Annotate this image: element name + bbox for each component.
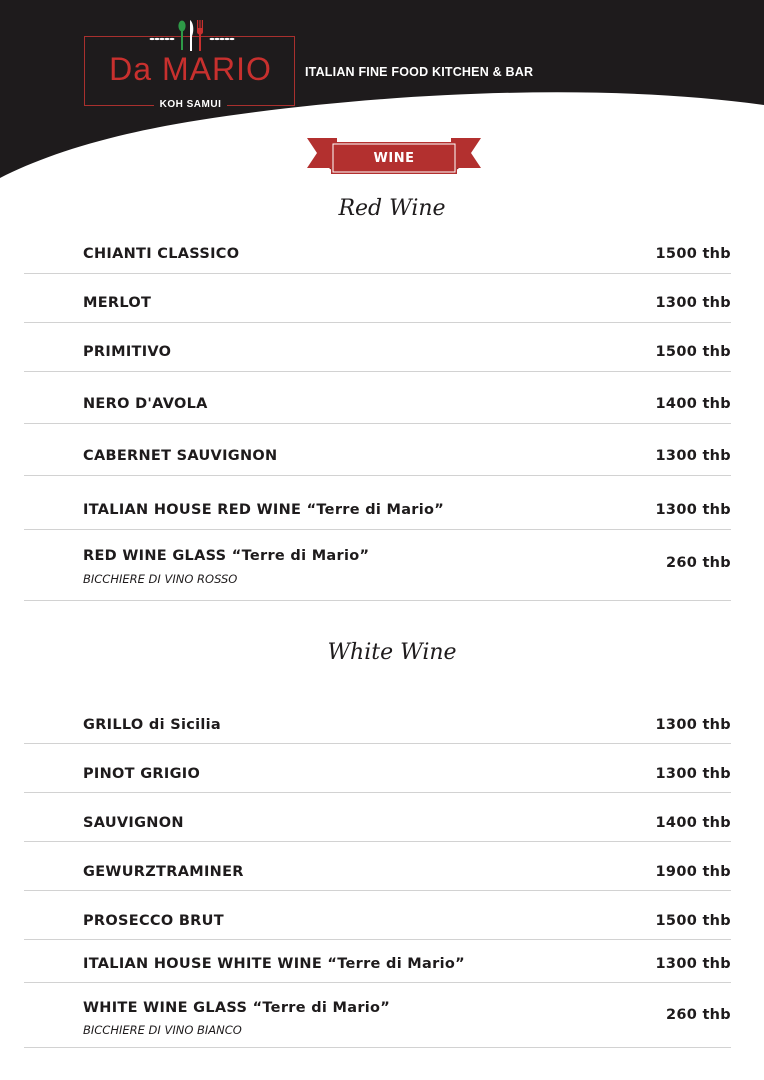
section-title-white-wine: White Wine bbox=[327, 640, 457, 665]
wine-name: WHITE WINE GLASS “Terre di Mario” bbox=[83, 1000, 391, 1016]
list-item bbox=[24, 274, 731, 323]
wine-price: 1300 thb bbox=[655, 766, 731, 782]
list-item bbox=[24, 940, 731, 983]
list-item bbox=[24, 704, 731, 744]
brand-name: Da MARIO bbox=[109, 51, 272, 87]
wine-price: 1500 thb bbox=[655, 913, 731, 929]
wine-name: NERO D'AVOLA bbox=[83, 396, 208, 412]
list-item bbox=[24, 842, 731, 891]
fork-spoon-knife-wheat-icon bbox=[148, 19, 236, 53]
list-item bbox=[24, 323, 731, 372]
brand-tagline: ITALIAN FINE FOOD KITCHEN & BAR bbox=[305, 65, 534, 79]
list-item bbox=[24, 793, 731, 842]
wine-price: 1300 thb bbox=[655, 448, 731, 464]
list-item bbox=[24, 530, 731, 601]
wine-name: ITALIAN HOUSE WHITE WINE “Terre di Mario” bbox=[83, 956, 465, 972]
wine-price: 1300 thb bbox=[655, 717, 731, 733]
wine-name: CHIANTI CLASSICO bbox=[83, 246, 240, 262]
wine-name: RED WINE GLASS “Terre di Mario” bbox=[83, 548, 370, 564]
wine-name: PINOT GRIGIO bbox=[83, 766, 201, 782]
wine-price: 1400 thb bbox=[655, 815, 731, 831]
wine-price: 1500 thb bbox=[655, 246, 731, 262]
list-item bbox=[24, 476, 731, 530]
wine-price: 1900 thb bbox=[655, 864, 731, 880]
wine-price: 1300 thb bbox=[655, 956, 731, 972]
wine-price: 1400 thb bbox=[655, 396, 731, 412]
brand-location: KOH SAMUI bbox=[154, 99, 228, 110]
category-label: WINE bbox=[373, 151, 415, 166]
wine-subtitle: BICCHIERE DI VINO ROSSO bbox=[83, 572, 238, 586]
list-item bbox=[24, 424, 731, 476]
wine-price: 1300 thb bbox=[655, 502, 731, 518]
section-title-red-wine: Red Wine bbox=[338, 196, 446, 221]
list-item bbox=[24, 983, 731, 1048]
wine-name: ITALIAN HOUSE RED WINE “Terre di Mario” bbox=[83, 502, 445, 518]
list-item bbox=[24, 744, 731, 793]
wine-subtitle: BICCHIERE DI VINO BIANCO bbox=[83, 1023, 242, 1037]
wine-name: MERLOT bbox=[83, 295, 152, 311]
wine-name: CABERNET SAUVIGNON bbox=[83, 448, 278, 464]
wine-name: PROSECCO BRUT bbox=[83, 913, 224, 929]
wine-name: PRIMITIVO bbox=[83, 344, 172, 360]
wine-price: 1500 thb bbox=[655, 344, 731, 360]
wine-name: GRILLO di Sicilia bbox=[83, 717, 221, 733]
wine-name: SAUVIGNON bbox=[83, 815, 184, 831]
list-item bbox=[24, 372, 731, 424]
list-item bbox=[24, 232, 731, 274]
wine-price: 260 thb bbox=[665, 1007, 731, 1023]
list-item bbox=[24, 891, 731, 940]
wine-price: 1300 thb bbox=[655, 295, 731, 311]
wine-name: GEWURZTRAMINER bbox=[83, 864, 244, 880]
wine-price: 260 thb bbox=[665, 555, 731, 571]
